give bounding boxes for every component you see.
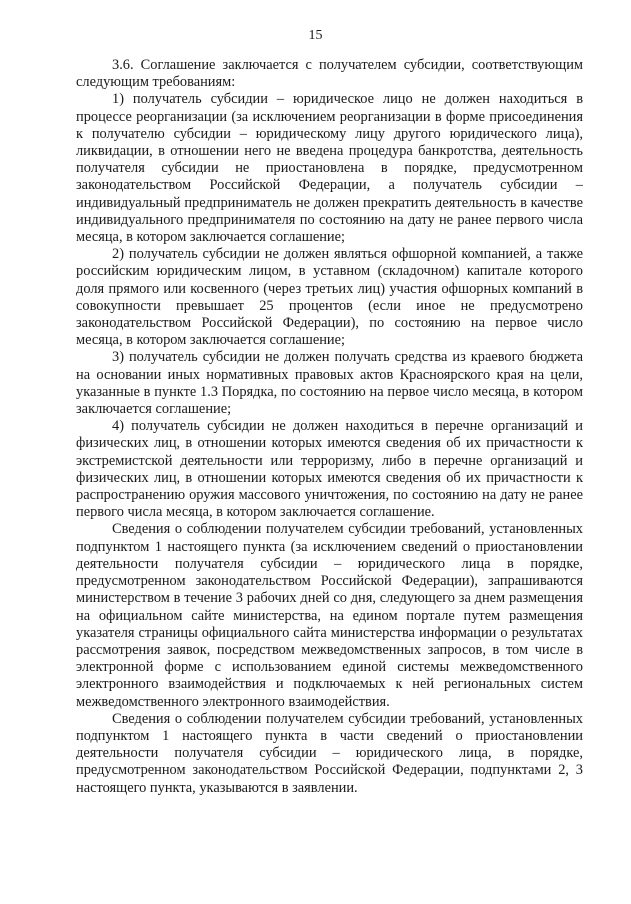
paragraph-interagency-requests: Сведения о соблюдении получателем субсидии требований, установленных подпунктом 1 настоящего пункта (за исключением сведений о приостановлении деятельности получателя субсидии – юридического лица в порядке, предусмотренном законодательством Российской Федерации), запрашиваются министерством в течение 3 рабочих дней со дня, следующего за днем размещения на официальном сайте министерства, на едином портале путем размещения указателя страницы официального сайта министерства информации о результатах рассмотрения заявок, посредством межведомственных запросов, в том числе в электронной форме с использованием единой системы межведомственного электронного взаимодействия и подключаемых к ней региональных систем межведомственного электронного взаимодействия. — [76, 521, 583, 710]
paragraph-requirement-1: 1) получатель субсидии – юридическое лицо не должен находиться в процессе реорганизации (за исключением реорганизации в форме присоединения к получателю субсидии – юридическому лицу другого юридического лица), ликвидации, в отношении него не введена процедура банкротства, деятельность получателя субсидии не приостановлена в порядке, предусмотренном законодательством Российской Федерации, а получатель субсидии – индивидуальный предприниматель не должен прекратить деятельность в качестве индивидуального предпринимателя по состоянию на дату не ранее первого числа месяца, в котором заключается соглашение; — [76, 91, 583, 246]
paragraph-requirement-4: 4) получатель субсидии не должен находиться в перечне организаций и физических лиц, в отношении которых имеются сведения об их причастности к экстремистской деятельности или терроризму, либо в перечне организаций и физических лиц, в отношении которых имеются сведения об их причастности к распространению оружия массового уничтожения, по состоянию на дату не ранее первого числа месяца, в котором заключается соглашение. — [76, 418, 583, 521]
paragraph-requirement-2: 2) получатель субсидии не должен являться офшорной компанией, а также российским юридическим лицом, в уставном (складочном) капитале которого доля прямого или косвенного (через третьих лиц) участия офшорных компаний в совокупности превышает 25 процентов (если иное не предусмотрено законодательством Российской Федерации), по состоянию на первое число месяца, в котором заключается соглашение; — [76, 246, 583, 349]
document-body — [76, 57, 583, 797]
page-number: 15 — [308, 28, 323, 43]
paragraph-requirement-3: 3) получатель субсидии не должен получать средства из краевого бюджета на основании иных нормативных правовых актов Красноярского края на цели, указанные в пункте 1.3 Порядка, по состоянию на первое число месяца, в котором заключается соглашение; — [76, 349, 583, 418]
paragraph-3-6-intro: 3.6. Соглашение заключается с получателем субсидии, соответствующим следующим требованиям: — [76, 57, 583, 91]
paragraph-application-info: Сведения о соблюдении получателем субсидии требований, установленных подпунктом 1 настоящего пункта в части сведений о приостановлении деятельности получателя субсидии – юридического лица, в порядке, предусмотренном законодательством Российской Федерации, подпунктами 2, 3 настоящего пункта, указываются в заявлении. — [76, 710, 583, 796]
